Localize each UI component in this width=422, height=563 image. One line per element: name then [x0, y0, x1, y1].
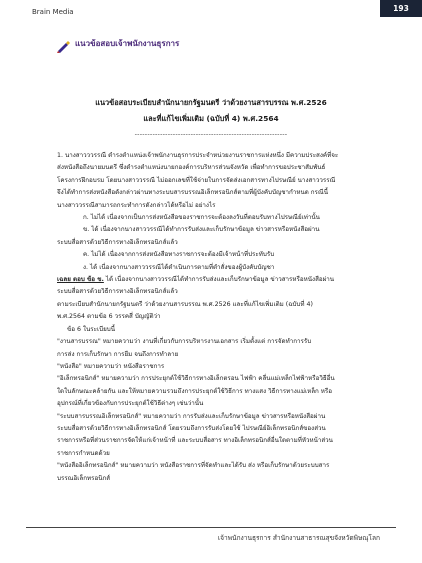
definition-line: การส่ง การเก็บรักษา การยืม จนถึงการทำลาย — [57, 350, 179, 358]
question-line: จึงได้ทำการส่งหนังสือดังกล่าวผ่านทางระบบสารบรรณอิเล็กทรอนิกส์ตามที่ผู้บังคับบัญชากำหนด กรณีนี้ — [57, 189, 328, 197]
footer-caption: เจ้าพนักงานธุรการ สำนักงานสาธารณสุขจังหวัดพิษณุโลก — [217, 534, 380, 542]
option-a: ก. ไม่ได้ เนื่องจากเป็นการส่งหนังสือของราชการจะต้องลงวันที่ตอบรับทางไปรษณีย์เท่านั้น — [83, 214, 320, 222]
definition-line: "หนังสือ" หมายความว่า หนังสือราชการ — [57, 362, 165, 370]
option-d: ง. ได้ เนื่องจากนางสาววรรณีได้ดำเนินการตามที่ตำสั่งของผู้บังคับบัญชา — [83, 263, 275, 271]
document-title-line1: แนวข้อสอบระเบียบสำนักนายกรัฐมนตรี ว่าด้วยงานสารบรรณ พ.ศ.2526 — [95, 98, 327, 107]
definition-line: ใดในลักษณะคล้ายกัน และให้หมายความรวมถึงการประยุกต์ใช้วิธีการ ทางแสง วิธีการทางแม่เหล็ก หรือ — [57, 387, 333, 395]
question-line: โครงการฝึกอบรม โดยนางสาววรรณี ไม่ออกเลขที่ใช้จ่ายในการจัดส่งเอกสารทางไปรษณีย์ นางสาววรรณี — [57, 176, 336, 184]
footer-divider — [26, 527, 396, 528]
document-title — [34, 95, 388, 127]
definition-line: "อิเล็กทรอนิกส์" หมายความว่า การประยุกต์ใช้วิธีการทางอิเล็กตรอน ไฟฟ้า คลื่นแม่เหล็กไฟฟ้าหรือวิธีอื่น — [57, 375, 335, 383]
question-line: 1. นางสาวววรรณี ดำรงตำแหน่งเจ้าพนักงานธุรการประจำหน่วยงานราชการแห่งหนึ่ง มีความประสงค์ที่จะ — [57, 152, 339, 159]
definition-line: "หนังสืออิเล็กทรอนิกส์" หมายความว่า หนังสือราชการที่จัดทำและได้รับ ส่ง หรือเก็บรักษาด้วยระบบสาร — [57, 462, 330, 470]
definition-line: ราชการกำหนดด้วย — [57, 449, 110, 457]
definition-line: บรรณอิเล็กทรอนิกส์ — [57, 474, 111, 482]
section-title: แนวข้อสอบเจ้าพนักงานธุรการ — [75, 39, 180, 48]
answer-label: เฉลย ตอบ ข้อ ข. — [57, 276, 104, 284]
brand-label: Brain Media — [32, 8, 74, 16]
definition-line: "งานสารบรรณ" หมายความว่า งานที่เกี่ยวกับการบริหารงานเอกสาร เริ่มตั้งแต่ การจัดทำการรับ — [57, 338, 312, 346]
pen-bullet-icon — [57, 38, 71, 50]
reference-line: ตามระเบียบสำนักนายกรัฐมนตรี ว่าด้วยงานสารบรรณ พ.ศ.2526 และที่แก้ไขเพิ่มเติม (ฉบับที่ 4) — [57, 300, 313, 308]
definition-line: "ระบบสารบรรณอิเล็กทรอนิกส์" หมายความว่า การรับส่งและเก็บรักษาข้อมูล ข่าวสารหรือหนังสือผ่าน — [57, 412, 326, 420]
section-heading — [57, 37, 179, 50]
question-line: นางสาววรรณีสามารถกระทำการดังกล่าวได้หรือไม่ อย่างไร — [57, 201, 216, 209]
definition-line: ราชการหรือที่ส่วนราชการจัดให้แก่เจ้าหน้าที่ และระบบสื่อสาร ทางอิเล็กทรอนิกส์อื่นใดตามที่หัวหน้าส่วน — [57, 437, 333, 445]
option-b-cont: ระบบสื่อสารด้วยวิธีการทางอิเล็กทรอนิกส์แล้ว — [57, 238, 178, 246]
page-number-badge: 193 — [380, 0, 422, 17]
reference-line: ข้อ 6 ในระเบียบนี้ — [67, 325, 116, 333]
option-c: ค. ไม่ได้ เนื่องจากการส่งหนังสือทางราชการจะต้องมีเจ้าหน้าที่ประทับรับ — [83, 251, 275, 259]
definition-line: อุปกรณ์ที่เกี่ยวข้องกับการประยุกต์ใช้วิธีต่างๆ เช่นว่านั้น — [57, 400, 204, 408]
answer-line — [57, 274, 382, 286]
document-body — [57, 150, 382, 485]
title-divider: ------------------------------------------------------------ — [134, 130, 288, 138]
reference-line: พ.ศ.2564 ตามข้อ 6 วรรคสี่ บัญญัติว่า — [57, 313, 161, 321]
document-title-line2: และที่แก้ไขเพิ่มเติม (ฉบับที่ 4) พ.ศ.2564 — [143, 114, 279, 123]
answer-text: ได้ เนื่องจากนางสาววรรณีได้ทำการรับส่งและเก็บรักษาข้อมูล ข่าวสารหรือหนังสือผ่าน — [103, 276, 335, 284]
option-b: ข. ได้ เนื่องจากนางสาววรรณีได้ทำการรับส่งและเก็บรักษาข้อมูล ข่าวสารหรือหนังสือผ่าน — [83, 226, 320, 234]
question-line: ส่งหนังสือถึงนายมนตรี ซึ่งดำรงตำแหน่งนายกองค์การบริหารส่วนจังหวัด เพื่อทำการขอประชาสัมพันธ์ — [57, 164, 326, 172]
answer-cont: ระบบสื่อสารด้วยวิธีการทางอิเล็กทรอนิกส์แล้ว — [57, 288, 178, 296]
definition-line: ระบบสื่อสารด้วยวิธีการทางอิเล็กทรอนิกส์ โดยรวมถึงการรับส่งโดยใช้ ไปรษณีย์อิเล็กทรอนิกส์ของส่วน — [57, 424, 326, 432]
